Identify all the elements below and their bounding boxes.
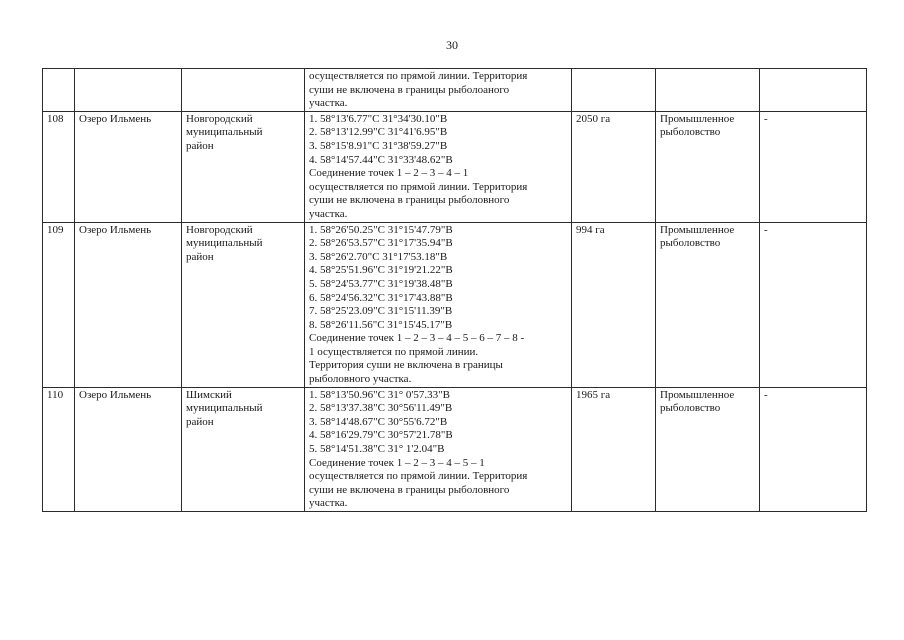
area-value: 994 га xyxy=(576,223,605,236)
coordinate-point: 4. 58°25'51.96"С 31°19'21.22"В xyxy=(309,264,453,277)
cell-area xyxy=(572,222,656,387)
row-number: 108 xyxy=(47,112,64,125)
coordinate-point: 7. 58°25'23.09"С 31°15'11.39"В xyxy=(309,305,453,318)
purpose-line: Промышленное xyxy=(660,112,735,125)
table-row xyxy=(43,222,867,387)
connection-description-line: Территория суши не включена в границы xyxy=(309,359,503,372)
cell-boundaries xyxy=(305,222,572,387)
cell-area xyxy=(572,387,656,511)
coordinate-point: 1. 58°13'50.96"С 31° 0'57.33"В xyxy=(309,388,450,401)
district-line: муниципальный xyxy=(186,402,263,415)
coordinate-point: 5. 58°24'53.77"С 31°19'38.48"В xyxy=(309,277,453,290)
connection-description-line: Соединение точек 1 – 2 – 3 – 4 – 5 – 6 – 7 – 8 - xyxy=(309,332,525,345)
cell-note xyxy=(760,111,867,222)
coordinate-point: 1. 58°13'6.77"С 31°34'30.10"В xyxy=(309,112,448,125)
cell-boundaries xyxy=(305,69,572,112)
area-value: 1965 га xyxy=(576,388,611,401)
cell-water-body xyxy=(75,111,182,222)
note-value: - xyxy=(764,223,768,236)
coordinate-point: 6. 58°24'56.32"С 31°17'43.88"В xyxy=(309,291,453,304)
page-number: 30 xyxy=(446,38,458,52)
cell-area xyxy=(572,111,656,222)
cell-note xyxy=(760,69,867,112)
connection-description-line: участка. xyxy=(309,497,348,510)
cell-boundaries xyxy=(305,387,572,511)
connection-description-line: суши не включена в границы рыболовного xyxy=(309,483,510,496)
coordinate-point: 4. 58°14'57.44"С 31°33'48.62"В xyxy=(309,153,453,166)
cell-boundaries xyxy=(305,111,572,222)
cell-district xyxy=(182,387,305,511)
cell-note xyxy=(760,387,867,511)
district-line: район xyxy=(186,139,214,152)
district-line: район xyxy=(186,250,214,263)
purpose-line: Промышленное xyxy=(660,223,735,236)
cell-water-body xyxy=(75,222,182,387)
cell-number xyxy=(43,69,75,112)
description-line: суши не включена в границы рыболоаного xyxy=(309,83,510,96)
district-line: муниципальный xyxy=(186,237,263,250)
area-value: 2050 га xyxy=(576,112,611,125)
cell-note xyxy=(760,222,867,387)
cell-number xyxy=(43,111,75,222)
cell-purpose xyxy=(656,69,760,112)
purpose-line: рыболовство xyxy=(660,237,721,250)
connection-description-line: рыболовного участка. xyxy=(309,373,412,386)
cell-area xyxy=(572,69,656,112)
note-value: - xyxy=(764,112,768,125)
cell-purpose xyxy=(656,387,760,511)
cell-district xyxy=(182,222,305,387)
coordinate-point: 3. 58°15'8.91"С 31°38'59.27"В xyxy=(309,139,448,152)
connection-description-line: Соединение точек 1 – 2 – 3 – 4 – 1 xyxy=(309,167,469,180)
district-line: Шимский xyxy=(186,388,232,401)
description-line: осуществляется по прямой линии. Территория xyxy=(309,70,528,82)
continuation-row xyxy=(43,69,867,112)
coordinate-point: 3. 58°14'48.67"С 30°55'6.72"В xyxy=(309,415,448,428)
coordinate-point: 2. 58°13'37.38"С 30°56'11.49"В xyxy=(309,402,453,415)
cell-purpose xyxy=(656,222,760,387)
purpose-line: рыболовство xyxy=(660,126,721,139)
row-number: 110 xyxy=(47,388,64,401)
connection-description-line: осуществляется по прямой линии. Территория xyxy=(309,180,528,193)
table-row xyxy=(43,111,867,222)
description-line: участка. xyxy=(309,97,348,110)
district-line: муниципальный xyxy=(186,126,263,139)
district-line: Новгородский xyxy=(186,223,253,236)
connection-description-line: участка. xyxy=(309,207,348,220)
connection-description-line: суши не включена в границы рыболовного xyxy=(309,194,510,207)
water-body-name: Озеро Ильмень xyxy=(79,112,152,125)
connection-description-line: 1 осуществляется по прямой линии. xyxy=(309,345,479,358)
cell-number xyxy=(43,222,75,387)
cell-district xyxy=(182,111,305,222)
connection-description-line: осуществляется по прямой линии. Территория xyxy=(309,470,528,483)
district-line: Новгородский xyxy=(186,112,253,125)
coordinate-point: 1. 58°26'50.25"С 31°15'47.79"В xyxy=(309,223,453,236)
row-number: 109 xyxy=(47,223,64,236)
cell-district xyxy=(182,69,305,112)
table-row xyxy=(43,387,867,511)
water-body-name: Озеро Ильмень xyxy=(79,388,152,401)
purpose-line: Промышленное xyxy=(660,388,735,401)
water-body-name: Озеро Ильмень xyxy=(79,223,152,236)
cell-number xyxy=(43,387,75,511)
connection-description-line: Соединение точек 1 – 2 – 3 – 4 – 5 – 1 xyxy=(309,456,485,469)
cell-purpose xyxy=(656,111,760,222)
district-line: район xyxy=(186,415,214,428)
coordinate-point: 3. 58°26'2.70"С 31°17'53.18"В xyxy=(309,250,448,263)
fishing-areas-table xyxy=(42,68,867,512)
coordinate-point: 5. 58°14'51.38"С 31° 1'2.04"В xyxy=(309,443,445,456)
note-value: - xyxy=(764,388,768,401)
purpose-line: рыболовство xyxy=(660,402,721,415)
cell-water-body xyxy=(75,69,182,112)
coordinate-point: 4. 58°16'29.79"С 30°57'21.78"В xyxy=(309,429,453,442)
coordinate-point: 2. 58°13'12.99"С 31°41'6.95"В xyxy=(309,126,448,139)
coordinate-point: 8. 58°26'11.56"С 31°15'45.17"В xyxy=(309,318,453,331)
coordinate-point: 2. 58°26'53.57"С 31°17'35.94"В xyxy=(309,237,453,250)
cell-water-body xyxy=(75,387,182,511)
